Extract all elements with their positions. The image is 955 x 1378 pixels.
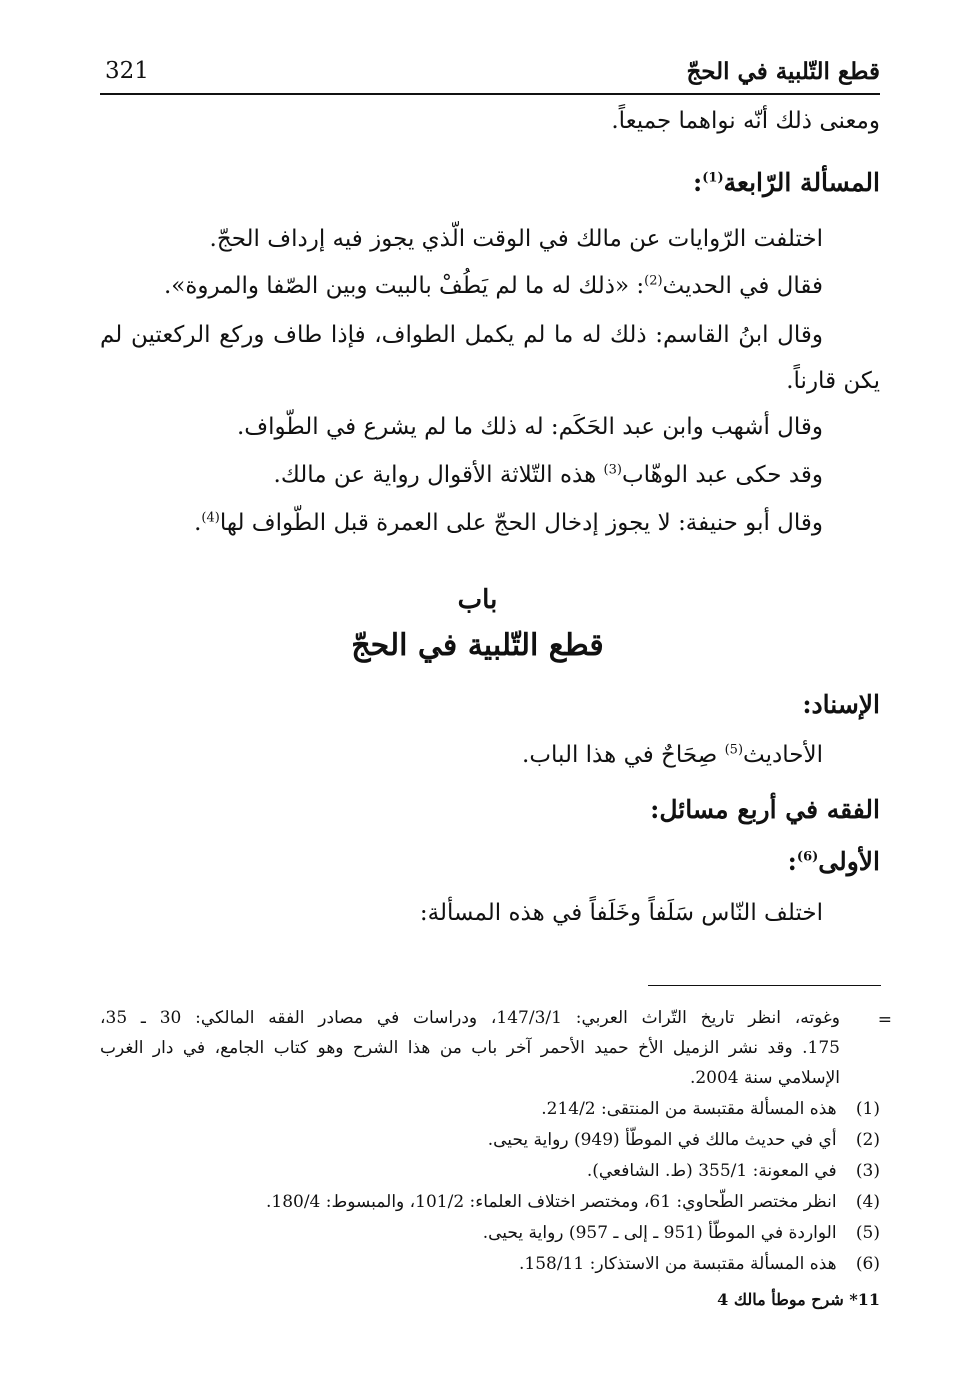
body-line-7-a: وقد حكى عبد الوهّاب: [621, 462, 823, 488]
chapter-label: باب: [457, 585, 498, 615]
body-line-3-a: فقال في الحديث: [662, 273, 823, 299]
chapter-title: قطع التّلبية في الحجّ: [351, 628, 604, 663]
footnote-1: [541, 1099, 880, 1119]
isnad-text-a: الأحاديث: [743, 742, 823, 768]
footnote-3-text: في المعونة: 355/1 (ط. الشافعي).: [586, 1161, 837, 1181]
first-issue-text: اختلف النّاس سَلَفاً وخَلَفاً في هذه المسألة:: [419, 900, 823, 926]
footnote-5: [483, 1223, 880, 1243]
footnote-5-text: الواردة في الموطّأ (951 ـ إلى ـ 957) رواية يحيى.: [482, 1223, 837, 1243]
body-line-5: يكن قارناً.: [786, 368, 880, 394]
footnote-ref-4[interactable]: (4): [201, 510, 220, 526]
footnote-ref-3[interactable]: (3): [603, 462, 622, 478]
footnote-4: [266, 1192, 880, 1212]
footnote-4-number: (4): [855, 1192, 880, 1212]
body-line-1: ومعنى ذلك أنّه نواهما جميعاً.: [611, 108, 880, 134]
isnad-text-b: صِحَاحٌ في هذا الباب.: [522, 742, 725, 768]
footnote-ref-2[interactable]: (2): [644, 273, 663, 289]
fiqh-heading: الفقه في أربع مسائل:: [650, 795, 880, 824]
footnote-2-text: أي في حديث مالك في الموطّأ (949) رواية يحيى.: [487, 1130, 837, 1150]
footnote-2: [488, 1130, 880, 1150]
issue-4-heading: [693, 168, 880, 197]
header-rule: [100, 93, 880, 95]
body-line-3-b: : «ذلك له ما لم يَطُفْ بالبيت وبين الصّفا والمروة».: [163, 273, 645, 299]
footnote-3-number: (3): [855, 1161, 880, 1181]
isnad-heading: الإسناد:: [802, 690, 880, 719]
issue-4-heading-text: المسألة الرّابعة: [723, 168, 880, 197]
body-line-8-a: وقال أبو حنيفة: لا يجوز إدخال الحجّ على العمرة قبل الطّواف لها: [219, 510, 823, 536]
body-line-7: [274, 462, 823, 488]
footnote-4-text: انظر مختصر الطّحاوي: 61، ومختصر اختلاف العلماء: 101/2، والمبسوط: 180/4.: [265, 1192, 837, 1212]
issue-4-colon: :: [693, 168, 703, 197]
printer-signature: 11* شرح موطأ مالك 4: [717, 1290, 880, 1309]
footnote-3: [587, 1161, 880, 1181]
footnote-6-number: (6): [855, 1254, 880, 1274]
footnote-ref-1[interactable]: (1): [702, 170, 724, 186]
body-line-8: [194, 510, 823, 536]
body-line-8-b: .: [194, 510, 202, 536]
footnote-5-number: (5): [855, 1223, 880, 1243]
first-issue-heading-text: الأولى: [818, 847, 880, 876]
footnote-2-number: (2): [855, 1130, 880, 1150]
body-line-2: اختلفت الرّوايات عن مالك في الوقت الّذي يجوز فيه إرداف الحجّ.: [209, 226, 823, 252]
footnote-separator: [648, 985, 881, 986]
footnote-continuation-line-1: وغوته، انظر تاريخ التّراث العربي: 147/3/1، ودراسات في مصادر الفقه المالكي: 30 ـ 35،: [100, 1008, 840, 1028]
running-header-title: قطع التّلبية في الحجّ: [686, 58, 880, 85]
footnote-6: [519, 1254, 880, 1274]
footnote-6-text: هذه المسألة مقتبسة من الاستذكار: 158/11.: [518, 1254, 837, 1274]
body-line-4: وقال ابنُ القاسم: ذلك له ما لم يكمل الطواف، فإذا طاف وركع الركعتين لم: [100, 322, 823, 348]
body-line-6: وقال أشهب وابن عبد الحَكَم: له ذلك ما لم يشرع في الطّواف.: [236, 414, 823, 440]
body-line-3: [164, 273, 823, 299]
footnote-continuation-line-2: 175. وقد نشر الزميل الأخ حميد الأحمر آخر باب من هذا الشرح وهو كتاب الجامع، في دار الغرب: [100, 1038, 840, 1058]
footnote-continuation-marker: =: [877, 1010, 892, 1030]
page-number: 321: [105, 58, 149, 84]
footnote-ref-5[interactable]: (5): [724, 742, 744, 758]
body-line-7-b: هذه التّلاثة الأقوال رواية عن مالك.: [273, 462, 604, 488]
footnote-1-text: هذه المسألة مقتبسة من المنتقى: 214/2.: [541, 1099, 837, 1119]
footnote-continuation-line-3: الإسلامي سنة 2004.: [689, 1068, 840, 1088]
footnote-1-number: (1): [855, 1099, 880, 1119]
isnad-text: [522, 742, 823, 768]
footnote-ref-6[interactable]: (6): [796, 849, 819, 865]
first-issue-heading: [788, 847, 880, 876]
first-issue-colon: :: [787, 847, 797, 876]
